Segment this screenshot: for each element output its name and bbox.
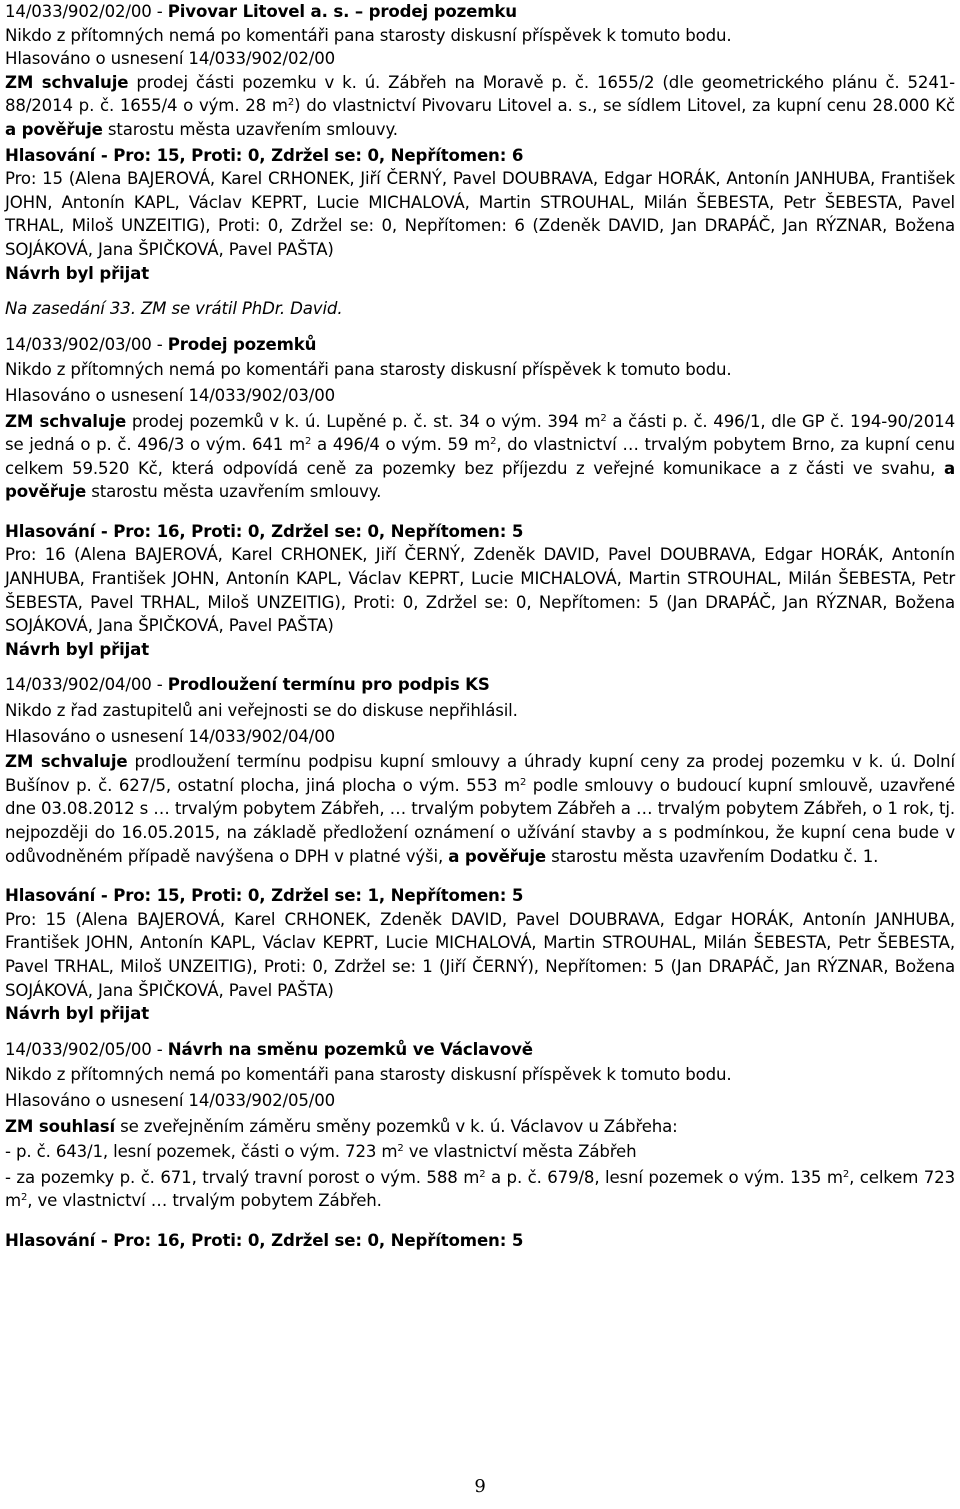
s1-vote-detail: Pro: 15 (Alena BAJEROVÁ, Karel CRHONEK, Jiří ČERNÝ, Pavel DOUBRAVA, Edgar HORÁK, Antonín JANHUBA, František JOHN, Antonín KAPL, Václav KEPRT, Lucie MICHALOVÁ, Martin STROUHAL, Milán ŠEBESTA, Petr ŠEBESTA, Pavel TRHAL, Miloš UNZEITIG), Proti: 0, Zdržel se: 0, Nepřítomen: 6 (Zdeněk DAVID, Jan DRAPÁČ, Jan RÝZNAR, Božena SOJÁKOVÁ, Jana ŠPIČKOVÁ, Pavel PAŠTA) — [5, 169, 955, 259]
s1-italic-note: Na zasedání 33. ZM se vrátil PhDr. David. — [5, 299, 343, 319]
s2-vote-head: Hlasování - Pro: 16, Proti: 0, Zdržel se: 0, Nepřítomen: 5 — [5, 521, 524, 541]
document-page — [5, 0, 955, 1253]
s3-resolution: ZM schvaluje prodloužení termínu podpisu kupní smlouvy a úhrady kupní ceny za prodej pozemku v k. ú. Dolní Bušínov p. č. 627/5, ostatní plocha, jiná plocha o vým. 553 $m^2$ podle smlouvy o budoucí kupní smlouvě, uzavřené dne 03.08.2012 s … trvalým pobytem Zábřeh, … trvalým pobytem Zábřeh a … trvalým pobytem Zábřeh, o 1 rok, tj. nejpozději do 16.05.2015, na základě předložení oznámení o užívání stavby a s podmínkou, že kupní cena bude v odůvodněném případě navýšena o DPH v platné výši, a pověřuje starostu města uzavřením Dodatku č. 1. — [5, 752, 956, 866]
s3-accepted: Návrh byl přijat — [5, 1004, 150, 1024]
s2-title: 14/033/902/03/00 - Prodej pozemků — [5, 334, 317, 354]
s4-voted: Hlasováno o usnesení 14/033/902/05/00 — [5, 1090, 336, 1110]
s2-resolution: ZM schvaluje prodej pozemků v k. ú. Lupěné p. č. st. 34 o vým. 394 $m^2$ a části p. č. 496/1, dle GP č. 194-90/2014 se jedná o p. č. 496/3 o vým. 641 $m^2$ a 496/4 o vým. 59 $m^2$, do vlastnictví … trvalým pobytem Brno, za kupní cenu celkem 59.520 Kč, která odpovídá ceně za pozemky bez příjezdu z veřejné komunikace a z části ve svahu, a pověřuje starostu města uzavřením smlouvy. — [5, 411, 955, 502]
s3-note: Nikdo z řad zastupitelů ani veřejnosti se do diskuse nepřihlásil. — [5, 701, 518, 721]
s1-accepted: Návrh byl přijat — [5, 263, 150, 283]
s4-title-name: Návrh na směnu pozemků ve Václavově — [167, 1039, 533, 1059]
s4-resolution: ZM souhlasí se zveřejněním záměru směny pozemků v k. ú. Václavov u Zábřeha: — [5, 1116, 678, 1136]
page-number: 9 — [474, 1476, 486, 1497]
s2-note: Nikdo z přítomných nemá po komentáři pana starosty diskusní příspěvek k tomuto bodu. — [5, 360, 732, 380]
s1-vote-head: Hlasování - Pro: 15, Proti: 0, Zdržel se: 0, Nepřítomen: 6 — [5, 145, 524, 165]
s1-note: Nikdo z přítomných nemá po komentáři pana starosty diskusní příspěvek k tomuto bodu. — [5, 25, 732, 45]
s2-title-name: Prodej pozemků — [167, 334, 317, 354]
s3-vote-head: Hlasování - Pro: 15, Proti: 0, Zdržel se: 1, Nepřítomen: 5 — [5, 886, 524, 906]
s2-voted: Hlasováno o usnesení 14/033/902/03/00 — [5, 385, 336, 405]
s3-voted: Hlasováno o usnesení 14/033/902/04/00 — [5, 726, 336, 746]
s1-title-name: Pivovar Litovel a. s. – prodej pozemku — [167, 2, 517, 21]
s2-accepted: Návrh byl přijat — [5, 639, 150, 659]
s1-title: 14/033/902/02/00 - Pivovar Litovel a. s. – prodej pozemku — [5, 2, 517, 21]
s4-title: 14/033/902/05/00 - Návrh na směnu pozemků ve Václavově — [5, 1039, 533, 1059]
s4-item-1: - p. č. 643/1, lesní pozemek, části o vým. 723 $m^2$ ve vlastnictví města Zábřeh — [5, 1142, 637, 1162]
s1-resolution: ZM schvaluje prodej části pozemku v k. ú. Zábřeh na Moravě p. č. 1655/2 (dle geometrického plánu č. 5241-88/2014 p. č. 1655/4 o vým. 28 $m^2$) do vlastnictví Pivovaru Litovel a. s., se sídlem Litovel, za kupní cenu 28.000 Kč a pověřuje starostu města uzavřením smlouvy. — [5, 72, 955, 139]
s4-vote-head: Hlasování - Pro: 16, Proti: 0, Zdržel se: 0, Nepřítomen: 5 — [5, 1230, 524, 1250]
s2-vote-detail: Pro: 16 (Alena BAJEROVÁ, Karel CRHONEK, Jiří ČERNÝ, Zdeněk DAVID, Pavel DOUBRAVA, Edgar HORÁK, Antonín JANHUBA, František JOHN, Antonín KAPL, Václav KEPRT, Lucie MICHALOVÁ, Martin STROUHAL, Milán ŠEBESTA, Petr ŠEBESTA, Pavel TRHAL, Miloš UNZEITIG), Proti: 0, Zdržel se: 0, Nepřítomen: 5 (Jan DRAPÁČ, Jan RÝZNAR, Božena SOJÁKOVÁ, Jana ŠPIČKOVÁ, Pavel PAŠTA) — [5, 545, 955, 636]
s3-title: 14/033/902/04/00 - Prodloužení termínu pro podpis KS — [5, 675, 490, 695]
s3-vote-detail: Pro: 15 (Alena BAJEROVÁ, Karel CRHONEK, Zdeněk DAVID, Pavel DOUBRAVA, Edgar HORÁK, Antonín JANHUBA, František JOHN, Antonín KAPL, Václav KEPRT, Lucie MICHALOVÁ, Martin STROUHAL, Milán ŠEBESTA, Petr ŠEBESTA, Pavel TRHAL, Miloš UNZEITIG), Proti: 0, Zdržel se: 1 (Jiří ČERNÝ), Nepřítomen: 5 (Jan DRAPÁČ, Jan RÝZNAR, Božena SOJÁKOVÁ, Jana ŠPIČKOVÁ, Pavel PAŠTA) — [5, 909, 955, 1000]
s4-item-2: - za pozemky p. č. 671, trvalý travní porost o vým. 588 $m^2$ a p. č. 679/8, lesní pozemek o vým. 135 $m^2$, celkem 723 $m^2$, ve vlastnictví … trvalým pobytem Zábřeh. — [5, 1167, 955, 1211]
s3-title-name: Prodloužení termínu pro podpis KS — [167, 675, 490, 695]
s1-voted: Hlasováno o usnesení 14/033/902/02/00 — [5, 49, 336, 69]
s4-note: Nikdo z přítomných nemá po komentáři pana starosty diskusní příspěvek k tomuto bodu. — [5, 1065, 732, 1085]
